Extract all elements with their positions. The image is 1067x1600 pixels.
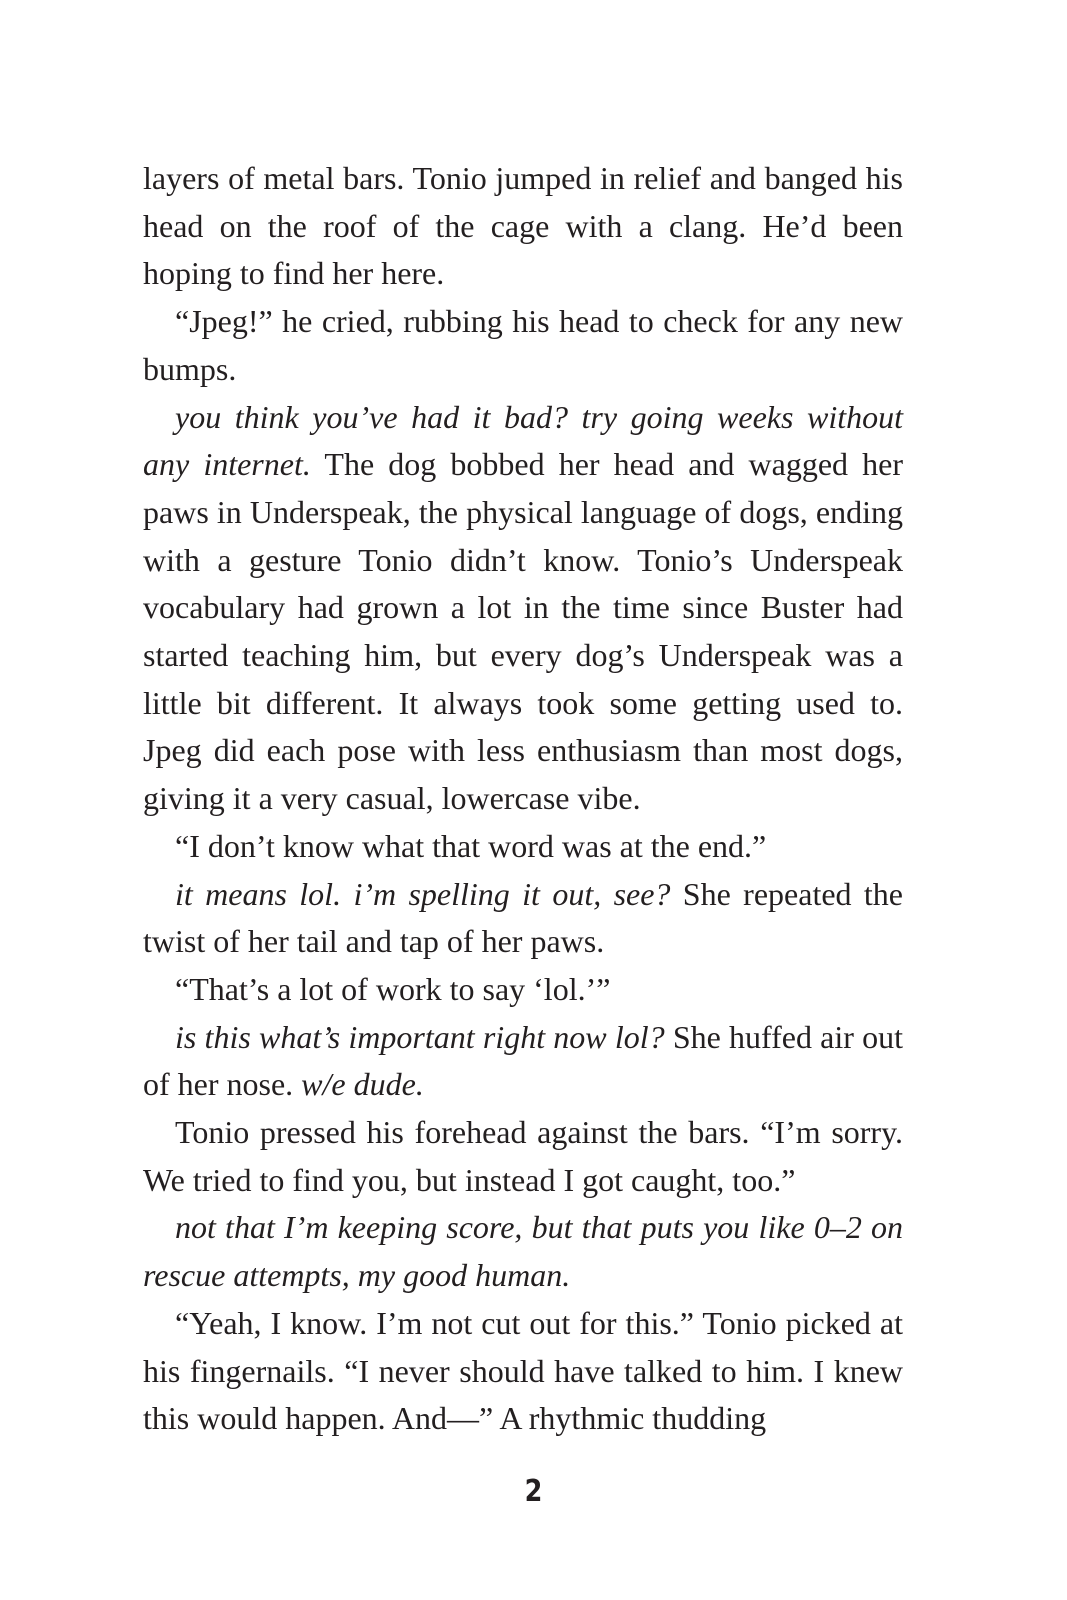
text-run: “Jpeg!” he cried, rubbing his head to check for any new bumps. xyxy=(143,303,903,387)
text-run: layers of metal bars. Tonio jumped in relief and banged his head on the roof of the cage with a clang. He’d been hoping to find her here. xyxy=(143,160,903,292)
text-run: Tonio pressed his forehead against the bars. “I’m sorry. We tried to find you, but instead I got caught, too.” xyxy=(143,1114,903,1198)
paragraph xyxy=(143,1300,903,1443)
paragraph xyxy=(143,966,903,1014)
page-body xyxy=(143,155,903,1443)
text-run: The dog bobbed her head and wagged her paws in Underspeak, the physical language of dogs, ending with a gesture Tonio didn’t know. Tonio’s Underspeak vocabulary had grown a lot in the time since Buster had started teaching him, but every dog’s Underspeak was a little bit different. It always took some getting used to. Jpeg did each pose with less enthusiasm than most dogs, giving it a very casual, lowercase vibe. xyxy=(143,446,904,817)
paragraph xyxy=(143,1109,903,1204)
paragraph xyxy=(143,823,903,871)
page-number: 2 xyxy=(524,1474,543,1509)
paragraph xyxy=(143,1014,903,1109)
paragraph xyxy=(143,394,903,823)
text-run: “That’s a lot of work to say ‘lol.’” xyxy=(175,970,611,1007)
italic-dog-speech: not that I’m keeping score, but that puts you like 0–2 on rescue attempts, my good human. xyxy=(143,1209,903,1294)
text-run: She huffed air out of her nose. xyxy=(143,1018,903,1103)
text-run: She repeated the twist of her tail and tap of her paws. xyxy=(143,875,904,960)
text-run: “Yeah, I know. I’m not cut out for this.” Tonio picked at his fingernails. “I never should have talked to him. I knew this would happen. And—” A rhythmic thudding xyxy=(143,1304,903,1437)
italic-dog-speech: w/e dude. xyxy=(301,1066,424,1103)
italic-dog-speech: it means lol. i’m spelling it out, see? xyxy=(175,875,671,912)
italic-dog-speech: you think you’ve had it bad? try going weeks without any internet. xyxy=(143,398,903,483)
paragraph xyxy=(143,155,903,298)
text-run: “I don’t know what that word was at the end.” xyxy=(175,827,767,864)
paragraph xyxy=(143,1204,903,1299)
paragraph xyxy=(143,298,903,393)
paragraph xyxy=(143,871,903,966)
italic-dog-speech: is this what’s important right now lol? xyxy=(175,1018,665,1055)
